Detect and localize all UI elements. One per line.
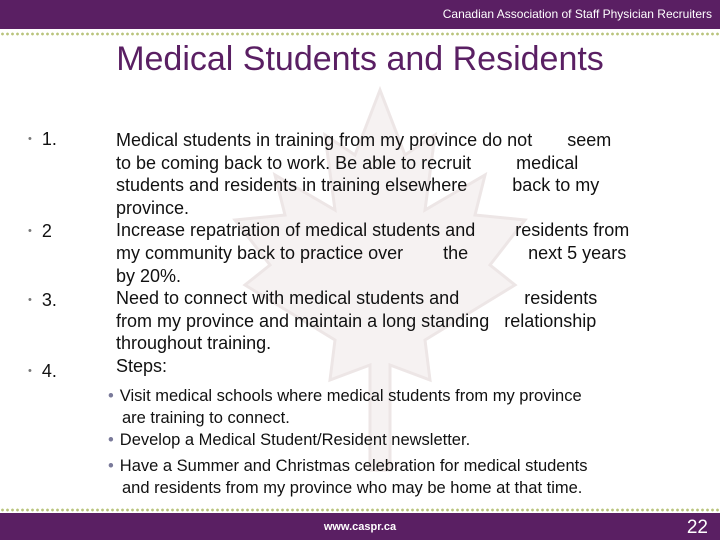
body-line: from my province and maintain a long standing relationship [116, 310, 597, 331]
body-line: Medical students in training from my province do not seem [116, 130, 612, 150]
list-number-4: • 4. [28, 361, 57, 381]
footer-bar [0, 513, 720, 540]
list-number-2: • 2 [28, 221, 52, 241]
list-number-1: • 1. [28, 129, 57, 149]
slide-title: Medical Students and Residents [116, 40, 604, 78]
body-line: my community back to practice over the next 5 years [116, 242, 627, 263]
body-line: by 20%. [116, 265, 182, 286]
bottom-dotted-divider [0, 508, 720, 512]
body-line: Increase repatriation of medical students and residents from [116, 220, 630, 241]
step-item: • Have a Summer and Christmas celebration for medical students and residents from my province who may be home at that time. [108, 457, 588, 497]
body-line: throughout training. [116, 333, 272, 354]
body-line: Steps: [116, 355, 168, 376]
top-dotted-divider [0, 32, 720, 36]
body-line: Need to connect with medical students and residents [116, 288, 598, 309]
page-number: 22 [686, 517, 708, 538]
body-line: province. [116, 197, 190, 218]
slide-body [116, 129, 696, 378]
body-line: to be coming back to work. Be able to recruit medical [116, 152, 579, 173]
body-line: students and residents in training elsewhere back to my [116, 175, 600, 196]
list-number-3: • 3. [28, 290, 57, 310]
footer-url: www.caspr.ca [323, 521, 397, 533]
step-item: • Develop a Medical Student/Resident newsletter. [108, 431, 471, 449]
step-item: • Visit medical schools where medical students from my province are training to connect. [108, 387, 582, 427]
organization-name: Canadian Association of Staff Physician Recruiters [442, 7, 712, 21]
header-bar [0, 0, 720, 29]
